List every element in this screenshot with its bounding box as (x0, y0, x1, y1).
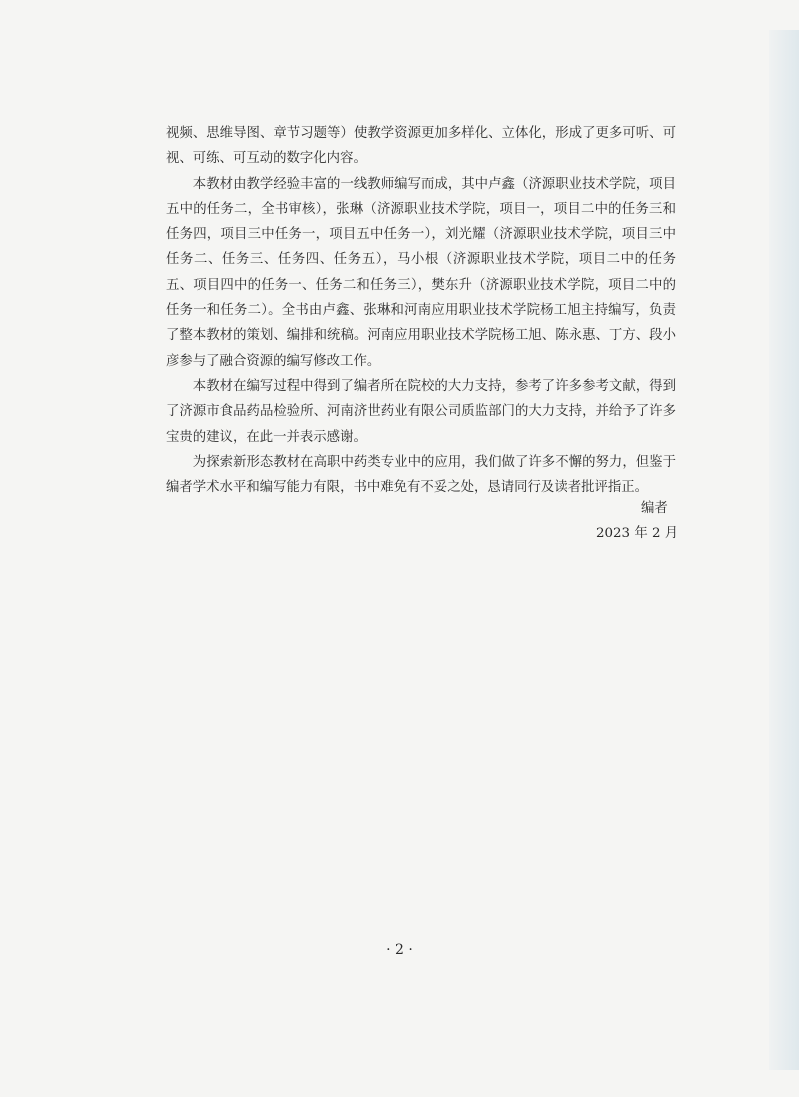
paragraph-1: 视频、思维导图、章节习题等）使教学资源更加多样化、立体化，形成了更多可听、可视、可练、可互动的数字化内容。 (166, 126, 676, 167)
signature-date: 2023 年 2 月 (596, 526, 679, 541)
paragraph-3: 本教材在编写过程中得到了编者所在院校的大力支持，参考了许多参考文献，得到了济源市食品药品检验所、河南济世药业有限公司质监部门的大力支持，并给予了许多宝贵的建议，在此一并表示感谢。 (166, 378, 676, 445)
page-number: · 2 · (386, 942, 413, 958)
signature-author: 编者 (641, 501, 668, 516)
paragraph-2: 本教材由教学经验丰富的一线教师编写而成，其中卢鑫（济源职业技术学院，项目五中的任务二，全书审核），张琳（济源职业技术学院，项目一，项目二中的任务三和任务四，项目三中任务一，项目五中任务一），刘光耀（济源职业技术学院，项目三中任务二、任务三、任务四、任务五），马小根（济源职业技术学院，项目二中的任务五、项目四中的任务一、任务二和任务三），樊东升（济源职业技术学院，项目二中的任务一和任务二）。全书由卢鑫、张琳和河南应用职业技术学院杨工旭主持编写，负责了整本教材的策划、编排和统稿。河南应用职业技术学院杨工旭、陈永惠、丁方、段小彦参与了融合资源的编写修改工作。 (166, 176, 676, 369)
page-edge-shadow (769, 30, 799, 1070)
preface-text (166, 121, 676, 500)
paragraph-4: 为探索新形态教材在高职中药类专业中的应用，我们做了许多不懈的努力，但鉴于编者学术水平和编写能力有限，书中难免有不妥之处，恳请同行及读者批评指正。 (166, 454, 676, 496)
